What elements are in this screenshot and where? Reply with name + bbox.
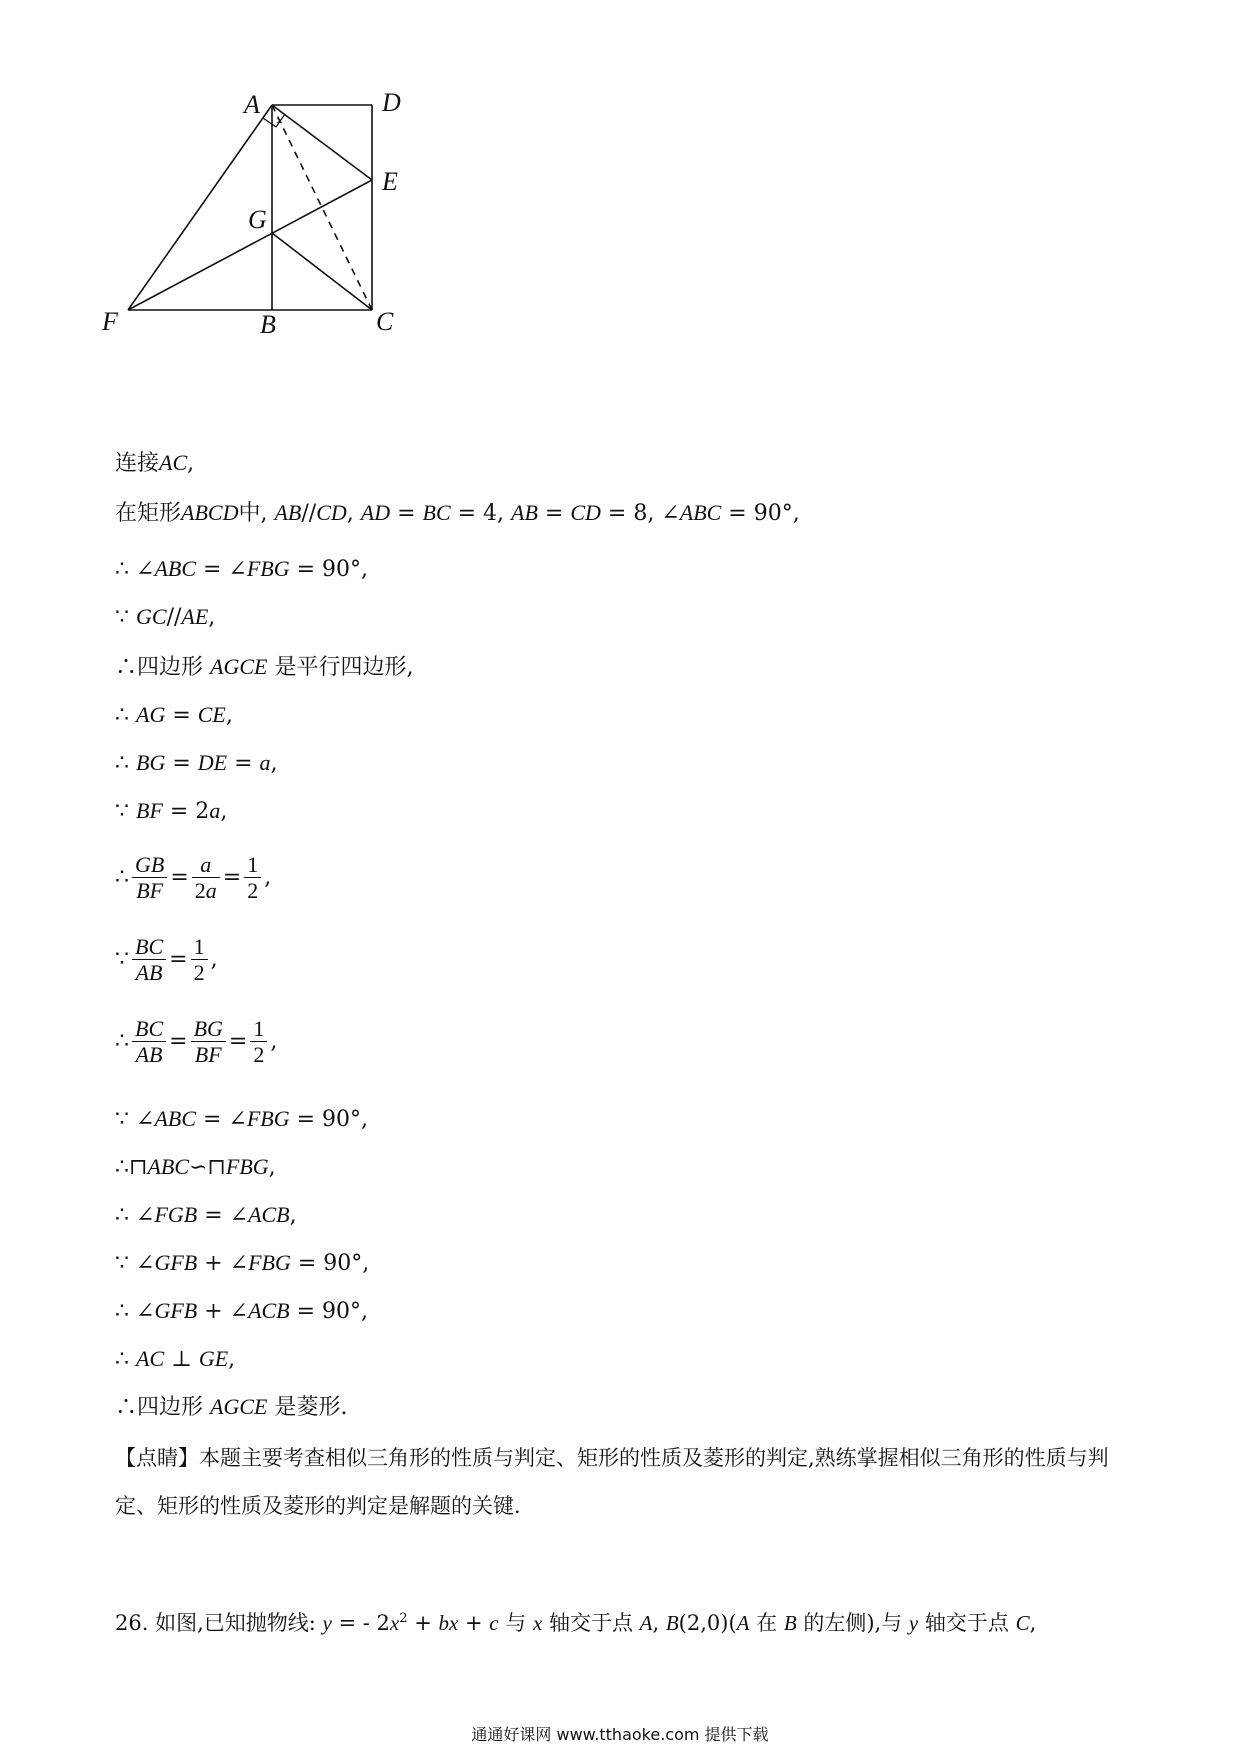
label-c: C [376,307,394,336]
proof-line-11: ∴ $\frac{BC}{AB}$ = $\frac{BG}{BF}$ = $\frac{1}{2}$ , [115,1016,278,1068]
proof-line-18: ∴四边形 AGCE 是菱形. [115,1394,348,1420]
label-g: G [248,205,267,234]
proof-line-8: ∵ BF = 2a, [115,798,228,824]
proof-line-7: ∴ BG = DE = a, [115,750,278,776]
label-a: A [244,90,260,119]
segment-fe [128,180,372,310]
question-number: 26. [115,1611,149,1635]
label-e: E [382,167,398,196]
angle-tick-mark: × [276,113,284,128]
segment-ae [272,105,372,180]
proof-line-2: 在矩形ABCD中, AB//CD, AD = BC = 4, AB = CD = 8, ∠ABC = 90°, [115,500,800,526]
page-footer: 通通好课网 www.tthaoke.com 提供下载 [471,1725,769,1744]
question-26: 26. 如图,已知抛物线: y = - $2x^2$ + bx + c 与 x 轴交于点 A, B(2,0)(A 在 B 的左侧),与 y 轴交于点 C, [115,1611,1037,1635]
proof-line-1: 连接AC, [115,450,195,476]
comment-paragraph [115,1434,1125,1530]
right-angle-mark [263,118,276,127]
proof-line-9: ∴ $\frac{GB}{BF}$ = $\frac{a}{2a}$ = $\frac{1}{2}$ , [115,852,272,904]
proof-line-12: ∵ ∠ABC = ∠FBG = 90°, [115,1106,369,1132]
comment-text: 本题主要考查相似三角形的性质与判定、矩形的性质及菱形的判定,熟练掌握相似三角形的性质与判定、矩形的性质及菱形的判定是解题的关键. [115,1446,1109,1518]
label-d: D [382,88,401,117]
proof-line-17: ∴ AC ⊥ GE, [115,1346,236,1372]
proof-line-3: ∴ ∠ABC = ∠FBG = 90°, [115,556,369,582]
geometry-figure [100,80,440,380]
proof-line-4: ∵ GC//AE, [115,604,216,630]
proof-line-10: ∵ $\frac{BC}{AB}$ = $\frac{1}{2}$ , [115,934,218,986]
proof-line-6: ∴ AG = CE, [115,702,233,728]
label-f: F [102,307,118,336]
proof-line-15: ∵ ∠GFB + ∠FBG = 90°, [115,1250,370,1276]
proof-line-13: ∴⊓ABC∽⊓FBG, [115,1154,276,1180]
label-b: B [260,310,276,339]
proof-line-14: ∴ ∠FGB = ∠ACB, [115,1202,297,1228]
proof-line-5: ∴四边形 AGCE 是平行四边形, [115,654,414,680]
segment-gc [272,233,372,310]
proof-line-16: ∴ ∠GFB + ∠ACB = 90°, [115,1298,369,1324]
comment-tag: 【点睛】 [115,1446,199,1470]
